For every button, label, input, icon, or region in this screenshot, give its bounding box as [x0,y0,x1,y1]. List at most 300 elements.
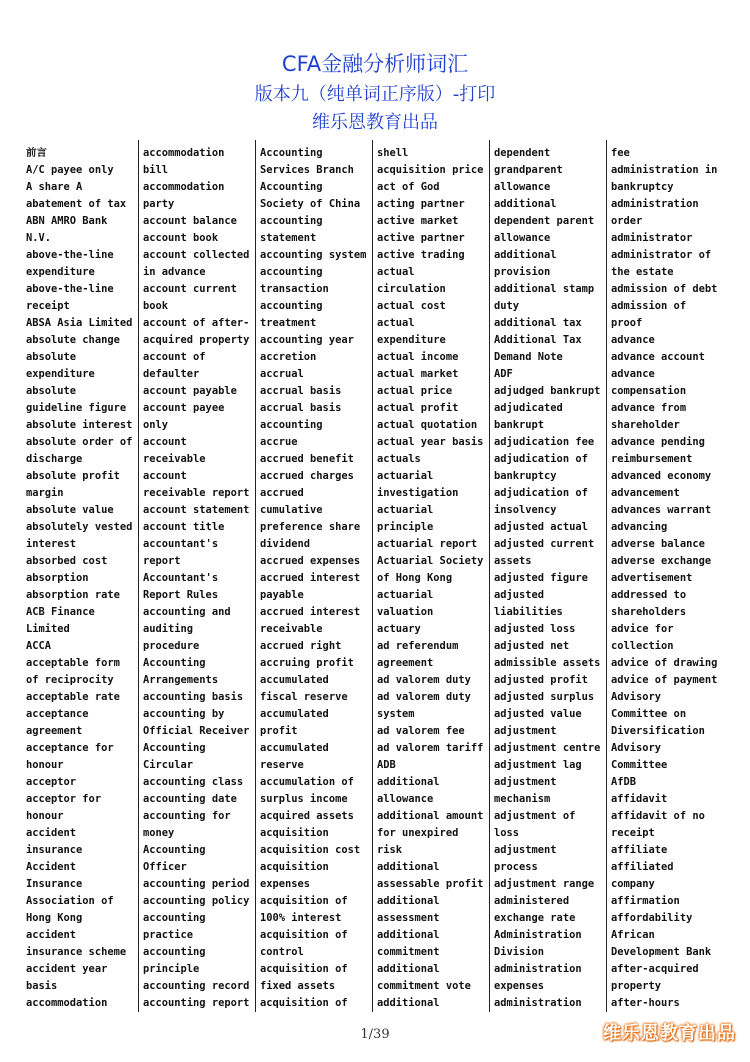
vocab-line: accounting [143,946,206,958]
vocab-line: actuarial [377,470,434,482]
vocab-line: Development Bank [611,946,712,958]
vocab-line: account [143,436,187,448]
vocab-line: actuals [377,453,421,465]
vocab-line: acquisition of [260,929,348,941]
vocab-line: affidavit of no [611,810,705,822]
vocab-line: allowance [377,793,434,805]
vocab-line: adjudication of [494,453,588,465]
vocab-line: Committee [611,759,668,771]
vocab-line: agreement [26,725,83,737]
vocab-line: administration [611,198,699,210]
vocab-line: book [143,300,169,312]
vocabulary-column-2 [139,140,256,1012]
vocab-line: provision [494,266,551,278]
vocab-line: accounting [143,912,206,924]
vocab-line: Limited [26,623,70,635]
vocab-line: ad valorem tariff [377,742,484,754]
vocab-line: active market [377,215,459,227]
vocab-line: process [494,861,538,873]
vocab-line: liabilities [494,606,563,618]
vocab-line: expenditure [26,368,95,380]
vocab-line: Hong Kong [26,912,83,924]
vocab-line: insolvency [494,504,557,516]
vocab-line: account payee [143,402,225,414]
vocab-line: circulation [377,283,446,295]
vocab-line: absolute order of [26,436,133,448]
vocab-line: account current [143,283,237,295]
vocab-line: above-the-line [26,283,114,295]
vocab-line: adjustment [494,725,557,737]
vocab-line: insurance [26,844,83,856]
vocab-line: account statement [143,504,250,516]
publisher-line: 维乐恩教育出品 [312,112,438,133]
vocab-line: acquisition of [260,997,348,1009]
vocab-line: Advisory [611,742,662,754]
vocab-line: admission of [611,300,687,312]
vocab-line: accident [26,827,77,839]
vocab-line: expenditure [26,266,95,278]
vocab-line: party [143,198,175,210]
vocab-line: accrued benefit [260,453,354,465]
vocab-line: defaulter [143,368,200,380]
vocab-line: assessment [377,912,440,924]
vocab-line: Accounting [143,844,206,856]
vocab-line: auditing [143,623,194,635]
vocab-line: adjustment [494,844,557,856]
vocab-line: Committee on [611,708,687,720]
vocab-line: of Hong Kong [377,572,453,584]
vocab-line: acceptor [26,776,77,788]
vocab-line: interest [26,538,77,550]
vocab-line: additional amount [377,810,484,822]
vocab-line: additional [377,963,440,975]
vocab-line: Accounting [260,181,323,193]
vocab-line: accumulation of [260,776,354,788]
vocab-line: advances warrant [611,504,712,516]
vocab-line: additional [377,997,440,1009]
vocab-line: accrue [260,436,298,448]
vocab-line: accounting [260,215,323,227]
vocab-line: commitment vote [377,980,471,992]
vocab-line: Accountant's [143,572,219,584]
vocabulary-column-5 [490,140,607,1012]
vocab-line: the estate [611,266,674,278]
vocab-line: acquisition [260,827,329,839]
vocab-line: administrator of [611,249,712,261]
vocab-line: A share A [26,181,83,193]
vocab-line: after-hours [611,997,680,1009]
vocab-line: Accounting [260,147,323,159]
vocab-line: commitment [377,946,440,958]
vocab-line: N.V. [26,232,52,244]
vocab-line: honour [26,810,64,822]
vocab-line: administration [494,963,582,975]
vocab-line: statement [260,232,317,244]
vocab-line: adjusted figure [494,572,588,584]
vocab-line: shell [377,147,409,159]
vocab-line: Report Rules [143,589,219,601]
vocab-line: advance pending [611,436,705,448]
vocab-line: ADB [377,759,396,771]
vocab-line: bankrupt [494,419,545,431]
document-subtitle: 版本九（纯单词正序版）-打印 [254,84,496,105]
vocab-line: ad valorem duty [377,691,471,703]
vocab-line: insurance scheme [26,946,127,958]
vocab-line: absorption [26,572,89,584]
vocab-line: allowance [494,232,551,244]
vocab-line: active trading [377,249,465,261]
vocab-line: exchange rate [494,912,576,924]
vocab-line: guideline figure [26,402,127,414]
vocabulary-column-6 [607,140,724,1012]
vocab-line: accretion [260,351,317,363]
vocab-line: payable [260,589,304,601]
vocab-line: of reciprocity [26,674,114,686]
vocab-line: accrual basis [260,402,342,414]
vocab-line: actual [377,266,415,278]
vocab-line: additional [494,198,557,210]
vocab-line: affidavit [611,793,668,805]
vocab-line: adverse exchange [611,555,712,567]
vocab-line: accounting basis [143,691,244,703]
vocab-line: Society of China [260,198,361,210]
vocab-line: surplus income [260,793,348,805]
vocab-line: acquisition of [260,963,348,975]
vocab-line: accrued right [260,640,342,652]
vocab-line: acceptable form [26,657,120,669]
vocab-line: additional [377,861,440,873]
vocab-line: practice [143,929,194,941]
vocab-line: adjudged bankrupt [494,385,601,397]
vocab-line: allowance [494,181,551,193]
vocab-line: acquisition [260,861,329,873]
vocab-line: 前言 [26,147,47,159]
vocab-line: ABSA Asia Limited [26,317,133,329]
vocab-line: advice of drawing [611,657,718,669]
vocab-line: additional [494,249,557,261]
vocab-line: Official Receiver [143,725,250,737]
vocab-line: administration [494,997,582,1009]
vocab-line: margin [26,487,64,499]
vocab-line: ad valorem duty [377,674,471,686]
vocab-line: accrued [260,487,304,499]
vocab-line: agreement [377,657,434,669]
vocab-line: accounting by [143,708,225,720]
vocab-line: Demand Note [494,351,563,363]
vocab-line: accommodation [26,997,108,1009]
vocab-line: acting partner [377,198,465,210]
vocab-line: administration in [611,164,718,176]
vocab-line: preference share [260,521,361,533]
vocab-line: ad valorem fee [377,725,465,737]
vocab-line: addressed to [611,589,687,601]
vocab-line: actual market [377,368,459,380]
vocab-line: reserve [260,759,304,771]
vocab-line: accounting period [143,878,250,890]
vocab-line: accounting class [143,776,244,788]
vocab-line: expenditure [377,334,446,346]
vocab-line: accrued interest [260,606,361,618]
vocab-line: profit [260,725,298,737]
vocab-line: accumulated [260,674,329,686]
vocab-line: Association of [26,895,114,907]
vocab-line: absorption rate [26,589,120,601]
vocab-line: actuarial [377,589,434,601]
vocab-line: 100% interest [260,912,342,924]
vocab-line: accounting for [143,810,231,822]
vocab-line: additional [377,776,440,788]
vocab-line: ABN AMRO Bank [26,215,108,227]
vocab-line: only [143,419,169,431]
vocab-line: accounting and [143,606,231,618]
vocab-line: adjusted profit [494,674,588,686]
vocab-line: A/C payee only [26,164,114,176]
vocab-line: accumulated [260,742,329,754]
vocab-line: Additional Tax [494,334,582,346]
vocab-line: Arrangements [143,674,219,686]
vocab-line: accrued expenses [260,555,361,567]
vocab-line: acquired property [143,334,250,346]
vocab-line: receivable [143,453,206,465]
vocab-line: valuation [377,606,434,618]
vocabulary-column-3 [256,140,373,1012]
vocab-line: actual profit [377,402,459,414]
vocab-line: accrual basis [260,385,342,397]
vocab-line: administrator [611,232,693,244]
vocab-line: above-the-line [26,249,114,261]
vocab-line: actuary [377,623,421,635]
vocab-line: accounting system [260,249,367,261]
vocab-line: dividend [260,538,311,550]
vocab-line: company [611,878,655,890]
vocab-line: additional tax [494,317,582,329]
vocab-line: Accounting [143,657,206,669]
vocab-line: expenses [494,980,545,992]
vocab-line: additional [377,929,440,941]
vocab-line: ACB Finance [26,606,95,618]
vocab-line: advice of payment [611,674,718,686]
vocab-line: absolute value [26,504,114,516]
vocab-line: acceptor for [26,793,102,805]
vocab-line: for unexpired [377,827,459,839]
vocab-line: advertisement [611,572,693,584]
vocab-line: adjustment range [494,878,595,890]
vocab-line: account book [143,232,219,244]
vocab-line: accrued charges [260,470,354,482]
vocab-line: acquired assets [260,810,354,822]
vocab-line: actuarial report [377,538,478,550]
vocab-line: money [143,827,175,839]
vocab-line: absolute change [26,334,120,346]
vocab-line: adverse balance [611,538,705,550]
vocab-line: admission of debt [611,283,718,295]
vocab-line: accounting date [143,793,237,805]
vocab-line: acquisition price [377,164,484,176]
vocab-line: accounting [260,266,323,278]
vocab-line: adjudicated [494,402,563,414]
vocab-line: Officer [143,861,187,873]
vocab-line: dependent [494,147,551,159]
vocab-line: actual cost [377,300,446,312]
vocab-line: acquisition of [260,895,348,907]
vocab-line: adjusted actual [494,521,588,533]
vocab-line: receivable report [143,487,250,499]
vocab-line: Insurance [26,878,83,890]
vocab-line: adjudication fee [494,436,595,448]
vocab-line: accounting policy [143,895,250,907]
vocab-line: actual income [377,351,459,363]
vocab-line: advance account [611,351,705,363]
vocab-line: actual [377,317,415,329]
vocab-line: receipt [611,827,655,839]
vocab-line: affiliated [611,861,674,873]
vocab-line: fee [611,147,630,159]
vocab-line: Advisory [611,691,662,703]
vocab-line: adjustment of [494,810,576,822]
vocab-line: accrued interest [260,572,361,584]
vocab-line: honour [26,759,64,771]
vocab-line: proof [611,317,643,329]
vocab-line: Administration [494,929,582,941]
vocab-line: absolutely vested [26,521,133,533]
vocab-line: accountant's [143,538,219,550]
vocab-line: advanced economy [611,470,712,482]
vocab-line: adjusted loss [494,623,576,635]
vocab-line: shareholders [611,606,687,618]
vocab-line: account payable [143,385,237,397]
vocab-line: account [143,470,187,482]
vocab-line: accommodation [143,147,225,159]
vocab-line: accrual [260,368,304,380]
vocab-line: account of [143,351,206,363]
vocab-line: actuarial [377,504,434,516]
vocab-line: account of after- [143,317,250,329]
vocab-line: acceptance [26,708,89,720]
vocab-line: accruing profit [260,657,354,669]
vocab-line: Division [494,946,545,958]
vocab-line: accident [26,929,77,941]
vocab-line: advice for [611,623,674,635]
vocab-line: adjusted net [494,640,570,652]
vocab-line: transaction [260,283,329,295]
vocab-line: actual price [377,385,453,397]
vocab-line: absolute interest [26,419,133,431]
vocab-line: control [260,946,304,958]
vocab-line: account title [143,521,225,533]
vocab-line: accounting year [260,334,354,346]
vocab-line: after-acquired [611,963,699,975]
vocab-line: in advance [143,266,206,278]
vocab-line: acceptable rate [26,691,120,703]
vocab-line: adjudication of [494,487,588,499]
vocab-line: AfDB [611,776,637,788]
vocab-line: investigation [377,487,459,499]
vocab-line: advance [611,368,655,380]
vocab-line: affirmation [611,895,680,907]
vocab-line: accounting record [143,980,250,992]
vocab-line: fiscal reserve [260,691,348,703]
vocab-line: advancement [611,487,680,499]
vocab-line: abatement of tax [26,198,127,210]
vocab-line: report [143,555,181,567]
vocab-line: advance [611,334,655,346]
vocab-line: risk [377,844,403,856]
vocab-line: procedure [143,640,200,652]
vocab-line: adjusted surplus [494,691,595,703]
vocab-line: additional stamp [494,283,595,295]
vocab-line: affordability [611,912,693,924]
vocab-line: order [611,215,643,227]
vocab-line: account balance [143,215,237,227]
vocab-line: ad referendum [377,640,459,652]
vocab-line: absorbed cost [26,555,108,567]
vocabulary-column-4 [373,140,490,1012]
vocab-line: absolute profit [26,470,120,482]
vocab-line: advancing [611,521,668,533]
vocab-line: reimbursement [611,453,693,465]
vocab-line: admissible assets [494,657,601,669]
vocab-line: duty [494,300,520,312]
vocab-line: accident year [26,963,108,975]
vocab-line: discharge [26,453,83,465]
vocab-line: system [377,708,415,720]
vocab-line: assets [494,555,532,567]
page-number: 1/39 [360,1027,390,1042]
vocab-line: absolute [26,351,77,363]
vocab-line: receipt [26,300,70,312]
vocab-line: adjusted [494,589,545,601]
vocab-line: acceptance for [26,742,114,754]
vocab-line: compensation [611,385,687,397]
vocab-line: Accident [26,861,77,873]
vocab-line: Actuarial Society [377,555,484,567]
vocab-line: absolute [26,385,77,397]
vocab-line: ADF [494,368,513,380]
vocab-line: assessable profit [377,878,484,890]
vocab-line: account collected [143,249,250,261]
vocab-line: accounting [260,300,323,312]
vocab-line: adjustment [494,776,557,788]
vocab-line: adjusted current [494,538,595,550]
vocab-line: collection [611,640,674,652]
vocab-line: Diversification [611,725,705,737]
watermark-logo: 维乐恩教育出品 [603,1023,736,1044]
vocab-line: cumulative [260,504,323,516]
vocab-line: shareholder [611,419,680,431]
vocab-line: bill [143,164,169,176]
vocab-line: basis [26,980,58,992]
vocab-line: receivable [260,623,323,635]
vocab-line: African [611,929,655,941]
vocab-line: actual quotation [377,419,478,431]
vocab-line: adjustment centre [494,742,601,754]
vocab-line: active partner [377,232,465,244]
vocab-line: Accounting [143,742,206,754]
vocab-line: affiliate [611,844,668,856]
vocab-line: accounting report [143,997,250,1009]
vocab-line: advance from [611,402,687,414]
vocab-line: adjusted value [494,708,582,720]
vocab-line: acquisition cost [260,844,361,856]
vocab-line: treatment [260,317,317,329]
vocab-line: actual year basis [377,436,484,448]
vocab-line: additional [377,895,440,907]
vocab-line: principle [143,963,200,975]
vocab-line: ACCA [26,640,52,652]
vocab-line: property [611,980,662,992]
vocab-line: mechanism [494,793,551,805]
vocab-line: act of God [377,181,440,193]
